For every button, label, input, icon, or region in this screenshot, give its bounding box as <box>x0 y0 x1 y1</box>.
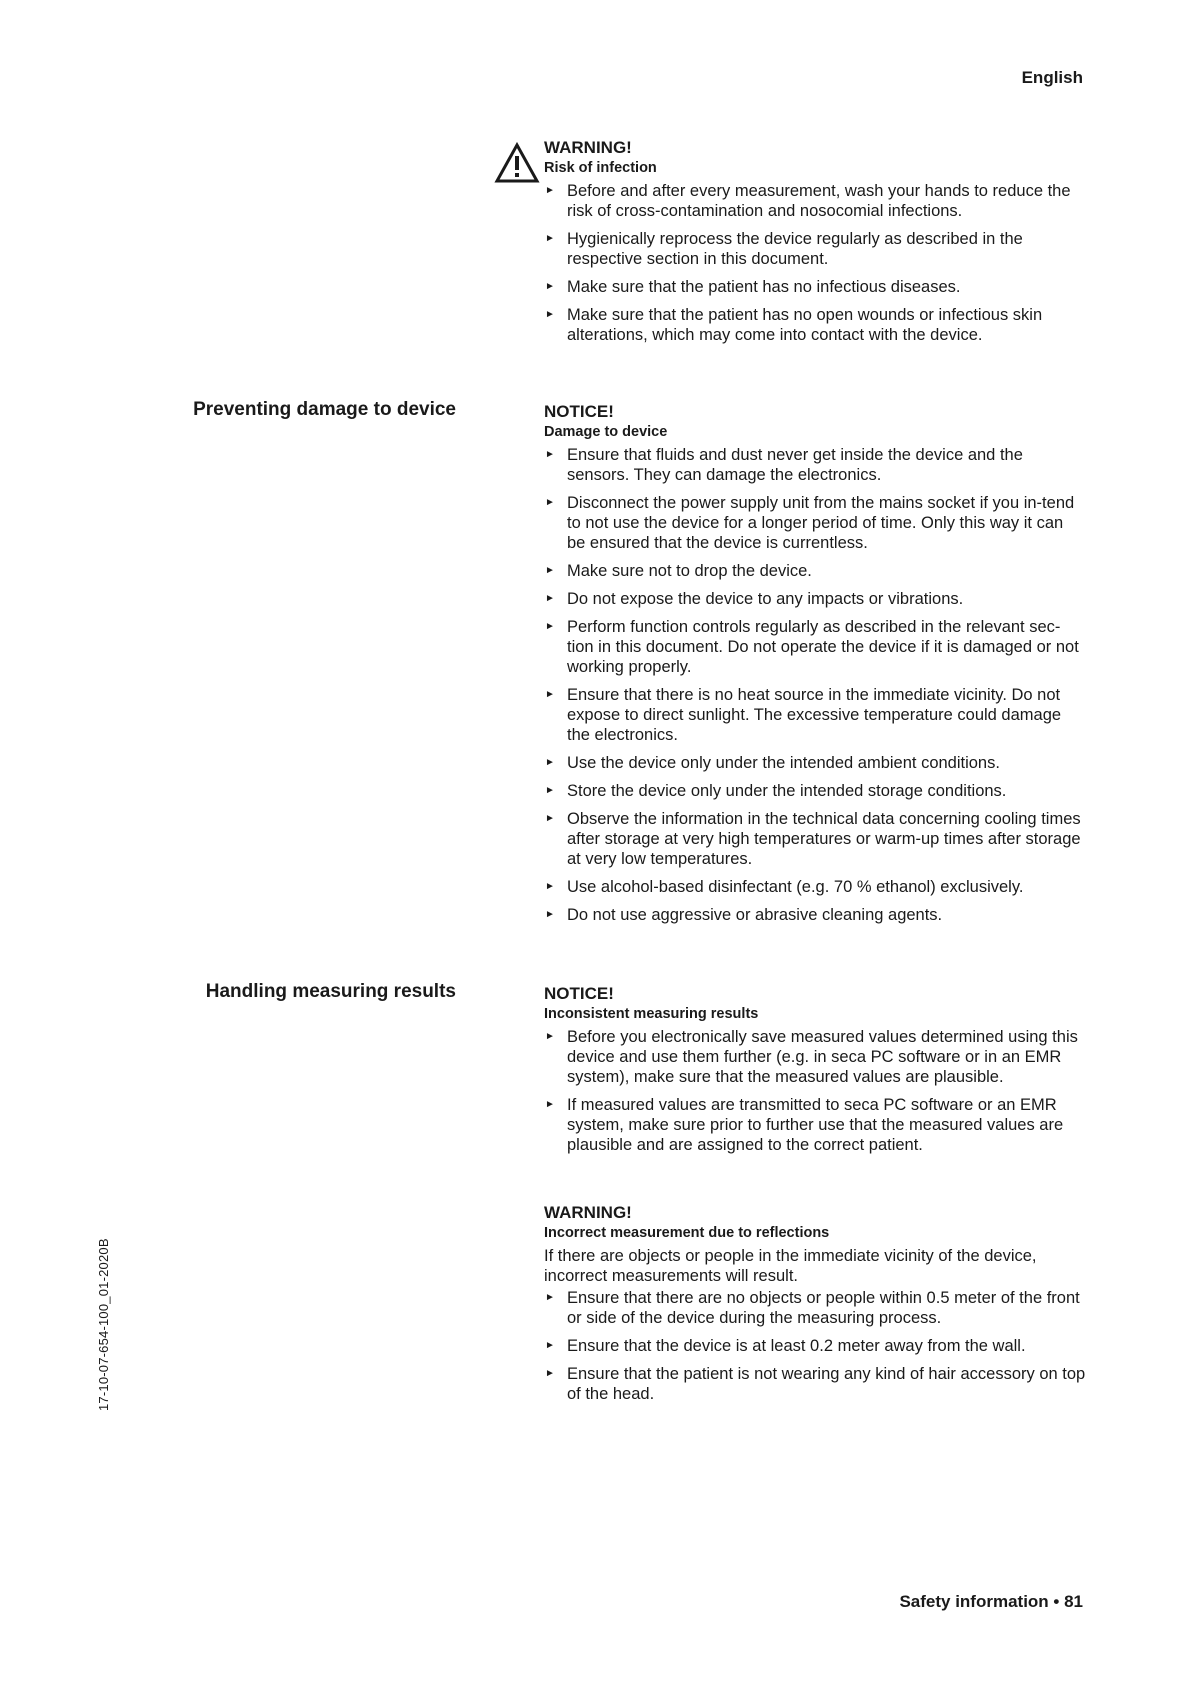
list-item: ► Before you electronically save measured values determined using this device and use them further (e.g. in seca PC software or in an EMR system), make sure that the measured values are plausible. <box>545 1028 1078 1086</box>
bullet-arrow-icon: ► <box>545 757 555 768</box>
section-heading-results: Handling measuring results <box>205 981 456 1002</box>
list-item: ► Disconnect the power supply unit from the mains socket if you in-tend to not use the device for a longer period of time. Only this way it can be ensured that the device is currentless. <box>545 494 1075 552</box>
list-item: ► Ensure that there is no heat source in the immediate vicinity. Do not expose to direct sunlight. The excessive temperature could damage the electronics. <box>545 686 1062 744</box>
damage-list <box>544 445 1086 925</box>
bullet-arrow-icon: ► <box>545 621 555 632</box>
bullet-arrow-icon: ► <box>545 881 555 892</box>
header-language: English <box>1021 68 1083 87</box>
section-heading-damage: Preventing damage to device <box>193 399 456 420</box>
reflections-warning <box>544 1203 1086 1412</box>
list-item: ► If measured values are transmitted to seca PC software or an EMR system, make sure prior to further use that the measured values are plausible and are assigned to the correct patient. <box>545 1096 1064 1154</box>
list-item: ► Hygienically reprocess the device regularly as described in the respective section in this document. <box>545 230 1023 268</box>
bullet-arrow-icon: ► <box>545 813 555 824</box>
list-item: ► Make sure that the patient has no infectious diseases. <box>545 278 961 296</box>
notice-title: NOTICE! <box>544 984 614 1003</box>
bullet-arrow-icon: ► <box>545 281 555 292</box>
warning-subtitle: Incorrect measurement due to reflections <box>544 1225 830 1241</box>
bullet-arrow-icon: ► <box>545 785 555 796</box>
inconsistent-notice <box>544 984 1086 1163</box>
bullet-arrow-icon: ► <box>545 1368 555 1379</box>
bullet-arrow-icon: ► <box>545 1099 555 1110</box>
bullet-arrow-icon: ► <box>545 1340 555 1351</box>
notice-title: NOTICE! <box>544 402 614 421</box>
notice-subtitle: Damage to device <box>544 424 668 440</box>
infection-list <box>544 181 1086 345</box>
bullet-arrow-icon: ► <box>545 185 555 196</box>
list-item: ► Do not expose the device to any impacts or vibrations. <box>545 590 964 608</box>
notice-subtitle: Inconsistent measuring results <box>544 1006 759 1022</box>
bullet-arrow-icon: ► <box>545 449 555 460</box>
list-item: ► Make sure that the patient has no open wounds or infectious skin alterations, which may come into contact with the device. <box>545 306 1043 344</box>
bullet-arrow-icon: ► <box>545 1292 555 1303</box>
list-item: ► Store the device only under the intended storage conditions. <box>545 782 1007 800</box>
page-footer: Safety information • 81 <box>899 1592 1083 1611</box>
bullet-arrow-icon: ► <box>545 309 555 320</box>
list-item: ► Ensure that fluids and dust never get inside the device and the sensors. They can damage the electronics. <box>545 446 1023 484</box>
bullet-arrow-icon: ► <box>545 689 555 700</box>
reflections-list <box>544 1288 1086 1404</box>
warning-intro: If there are objects or people in the immediate vicinity of the device, incorrect measurements will result. <box>544 1247 1037 1285</box>
bullet-arrow-icon: ► <box>545 909 555 920</box>
bullet-arrow-icon: ► <box>545 565 555 576</box>
list-item: ► Use alcohol-based disinfectant (e.g. 70 % ethanol) exclusively. <box>545 878 1024 896</box>
warning-subtitle: Risk of infection <box>544 160 657 176</box>
bullet-arrow-icon: ► <box>545 497 555 508</box>
list-item: ► Ensure that there are no objects or people within 0.5 meter of the front or side of the device during the measuring process. <box>545 1289 1080 1327</box>
list-item: ► Before and after every measurement, wash your hands to reduce the risk of cross-contamination and nosocomial infections. <box>545 182 1071 220</box>
warning-title: WARNING! <box>544 138 632 157</box>
infection-warning <box>544 138 1086 353</box>
warning-title: WARNING! <box>544 1203 632 1222</box>
bullet-arrow-icon: ► <box>545 593 555 604</box>
list-item: ► Ensure that the patient is not wearing any kind of hair accessory on top of the head. <box>545 1365 1086 1403</box>
warning-triangle-icon <box>494 142 540 184</box>
list-item: ► Use the device only under the intended ambient conditions. <box>545 754 1000 772</box>
document-code: 17-10-07-654-100_01-2020B <box>96 1238 111 1411</box>
list-item: ► Make sure not to drop the device. <box>545 562 812 580</box>
damage-notice <box>544 402 1086 933</box>
inconsistent-list <box>544 1027 1086 1155</box>
list-item: ► Observe the information in the technical data concerning cooling times after storage at very high temperatures or warm-up times after storage at very low temperatures. <box>545 810 1081 868</box>
list-item: ► Ensure that the device is at least 0.2 meter away from the wall. <box>545 1337 1026 1355</box>
bullet-arrow-icon: ► <box>545 1031 555 1042</box>
bullet-arrow-icon: ► <box>545 233 555 244</box>
list-item: ► Perform function controls regularly as described in the relevant sec-tion in this document. Do not operate the device if it is damaged or not working properly. <box>545 618 1079 676</box>
list-item: ► Do not use aggressive or abrasive cleaning agents. <box>545 906 943 924</box>
